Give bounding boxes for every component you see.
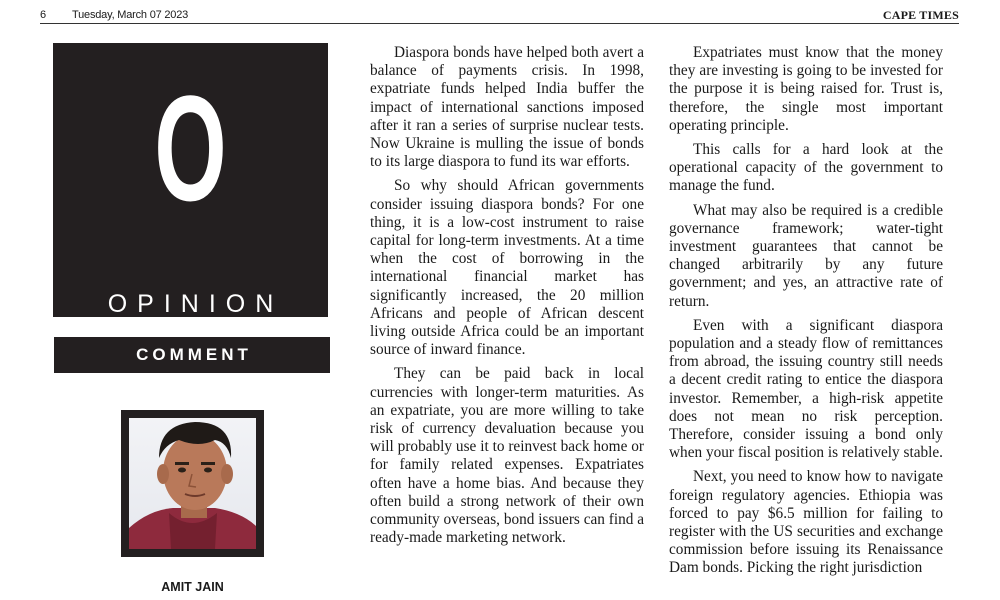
opinion-box — [53, 43, 328, 317]
paragraph: This calls for a hard look at the operational capacity of the government to manage the fund. — [669, 141, 943, 195]
paragraph: Even with a significant diaspora population and a steady flow of remittances from abroad, the issuing country still needs a decent credit rating to entice the diaspora investor. Remember, a high-risk appetite does not mean no risk perception. Therefore, consider issuing a bond only when your fiscal position is relatively stable. — [669, 316, 944, 462]
issue-date: Tuesday, March 07 2023 — [72, 9, 189, 21]
header-rule — [40, 23, 959, 24]
article-column-2 — [669, 44, 943, 584]
paragraph: Diaspora bonds have helped both avert a balance of payments crisis. In 1998, expatriate funds helped India buffer the impact of international sanctions imposed after it ran a series of surprise nuclear tests. Now Ukraine is mulling the issue of bonds to its large diaspora to fund its war efforts. — [370, 44, 644, 171]
paragraph: Expatriates must know that the money they are investing is going to be invested for the purpose it is being raised for. Trust is, therefore, the single most important operating principle. — [669, 44, 943, 134]
article-column-1 — [370, 44, 644, 553]
opinion-big-letter: O — [154, 64, 227, 232]
comment-label: COMMENT — [136, 345, 252, 364]
portrait-illustration — [129, 418, 256, 549]
paragraph: They can be paid back in local currencies with longer-term maturities. As an expatriate, you are more willing to take risk of currency devaluation because you will probably use it to reinvest back home or for family related expenses. Expatriates often have a home bias. And because they often build a strong network of their own community overseas, bond issuers can find a ready-made marketing network. — [370, 365, 645, 547]
page-header — [0, 0, 1000, 26]
author-portrait — [129, 418, 256, 549]
page-number: 6 — [40, 9, 47, 21]
opinion-label: OPINION — [107, 290, 284, 318]
paragraph: So why should African governments consider issuing diaspora bonds? For one thing, it is a low-cost instrument to raise capital for long-term investments. At a time when the cost of borrowing in the international financial market has significantly increased, the 20 million Africans and people of African descent living outside Africa could be an important source of inward finance. — [370, 177, 644, 359]
author-name: AMIT JAIN — [161, 580, 224, 594]
author-photo — [121, 410, 264, 557]
comment-bar — [54, 337, 330, 373]
paragraph: What may also be required is a credible governance framework; water-tight investment guarantees that cannot be changed arbitrarily by any future government; and yes, an attractive rate of return. — [669, 201, 943, 310]
masthead: CAPE TIMES — [882, 8, 959, 22]
paragraph: Next, you need to know how to navigate foreign regulatory agencies. Ethiopia was forced to pay $6.5 million for failing to register with the US securities and exchange commission before issuing its Renaissance Dam bonds. Picking the right jurisdiction — [669, 468, 943, 577]
